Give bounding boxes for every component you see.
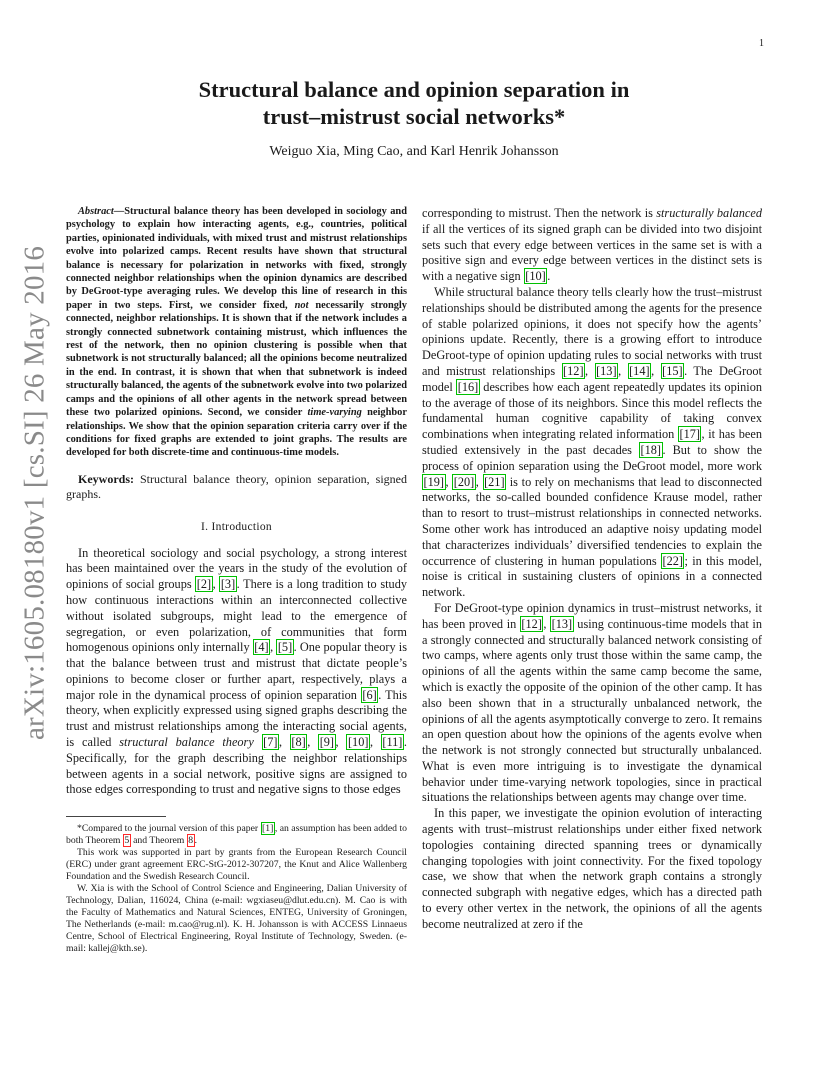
intro-text: , xyxy=(270,640,277,655)
abstract-emph-2: time-varying xyxy=(307,407,362,419)
citation-link[interactable]: [16] xyxy=(457,379,479,394)
intro-text xyxy=(254,735,262,749)
citation-link[interactable]: [14] xyxy=(629,363,650,378)
para-text: , xyxy=(585,363,595,378)
abstract xyxy=(66,205,407,460)
arxiv-stamp xyxy=(18,245,52,741)
abstract-text-3: neighbor relationships. We show that the opinion separation criteria carry over if the conditions for fixed graphs are extended to joint graphs. The results are developed for both discrete-time and continuous-time models. xyxy=(66,407,407,459)
citation-link[interactable]: [12] xyxy=(563,363,584,378)
theorem-link[interactable]: 8 xyxy=(188,835,194,847)
paragraph-this-paper: In this paper, we investigate the opinion evolution of interacting agents with trust–mistrust relationships under either fixed network topologies containing directed spanning trees or dynamically changing topologies with joint connectivity. For the fixed topology case, we show that when the network graph contains a strongly connected subgraph with negative edges, which has a directed path to every other vertex in the network, the opinions of all the agents become neutralized at zero if the xyxy=(422,806,762,931)
citation-link[interactable]: [4] xyxy=(254,640,269,655)
footnote-divider xyxy=(66,816,166,817)
arxiv-stamp-text: arXiv:1605.08180v1 [cs.SI] 26 May 2016 xyxy=(18,245,51,741)
title-line-1: Structural balance and opinion separation in xyxy=(198,77,630,102)
para-emph: structurally balanced xyxy=(656,206,762,220)
intro-emph: structural balance theory xyxy=(119,735,254,750)
para-text: , it has been studied extensively in the past decades xyxy=(422,427,762,457)
footnote-3: W. Xia is with the School of Control Science and Engineering, Dalian University of Technology, Dalian, 116024, China (e-mail: wgxiaseu@dlut.edu.cn). M. Cao is with the Faculty of Mathematics and Natural Sciences, ENTEG, University of Groningen, The Netherlands (e-mail: m.cao@rug.nl). K. H. Johansson is with ACCESS Linnaeus Centre, School of Electrical Engineering, Royal Institute of Technology, Sweden. (e-mail: kallej@kth.se). xyxy=(66,883,407,955)
intro-text: In theoretical sociology and social psychology, a strong interest has been maintained over the years in the study of the evolution of opinions of social groups xyxy=(66,545,407,592)
intro-text: . There is a long tradition to study how continuous interactions within an interconnected collective without isolated subgroups, might lead to the emergence of segregation, or even polarization, of communities that form homogenous opinions only internally xyxy=(66,577,407,655)
citation-link[interactable]: [15] xyxy=(662,363,683,378)
abstract-lead: Abstract xyxy=(78,206,114,217)
footnote-1 xyxy=(66,823,407,847)
footnote-text: and Theorem xyxy=(130,835,187,847)
para-text: . The DeGroot model xyxy=(422,363,762,394)
para-text: corresponding to mistrust. Then the network is xyxy=(422,206,657,220)
intro-text: , xyxy=(279,735,290,750)
para-text: , xyxy=(543,616,551,631)
intro-text: , xyxy=(369,735,381,750)
para-text: . But to show the process of opinion separation using the DeGroot model, more work xyxy=(422,442,762,473)
citation-link[interactable]: [20] xyxy=(453,474,475,489)
intro-text: . Specifically, for the graph describing the neighbor relationships between agents in a social network, positive signs are assigned to those edges corresponding to trust and negative signs to those edges xyxy=(66,735,407,797)
para-text: using continuous-time models that in a strongly connected and structurally balanced network consisting of two camps, where agents only trust those within the same camp, the opinions of all the agents within the same camp become the same, which is exactly the opposite of the opinion of the other camp. It has also been shown that in a structurally unbalanced network, the opinions of all the agents asymptotically converge to zero. It remains an open question about how the opinions of the agents evolve when the network is not strongly connected but structurally unbalanced. What is even more intriguing is to investigate the dynamical behavior under time-varying network topologies, since in practical situations the relationships between agents may change over time. xyxy=(422,616,762,805)
footnote-text: , an assumption has been added to both Theorem xyxy=(66,823,407,847)
citation-link[interactable]: [8] xyxy=(291,735,306,750)
para-text: While structural balance theory tells clearly how the trust–mistrust relationships should be distributed among the agents for the presence of stable polarized opinions, it does not specify how the agents’ opinions update. Recently, there is a growing effort to introduce DeGroot-type of opinion updating rules to social networks with trust and mistrust relationships xyxy=(422,284,762,378)
intro-text: , xyxy=(335,735,347,750)
intro-text: , xyxy=(212,577,220,592)
citation-link[interactable]: [17] xyxy=(679,427,700,442)
intro-text: , xyxy=(307,735,319,750)
page-number: 1 xyxy=(759,38,764,49)
footnote-text: . xyxy=(194,835,198,847)
para-text: . xyxy=(547,269,551,284)
paper-title xyxy=(0,76,828,130)
keywords xyxy=(66,472,407,503)
citation-link[interactable]: [2] xyxy=(196,577,212,592)
intro-text: . One popular theory is that the balance between trust and mistrust that dictate people’s opinions to become closer or further apart, respectively, plays a major role in the dynamical process of opinion separation xyxy=(66,640,407,702)
para-text: , xyxy=(445,474,453,489)
title-line-2: trust–mistrust social networks* xyxy=(262,104,566,129)
citation-link[interactable]: [19] xyxy=(423,474,444,489)
citation-link[interactable]: [7] xyxy=(263,735,278,750)
citation-link[interactable]: [10] xyxy=(347,735,369,750)
citation-link[interactable]: [9] xyxy=(319,735,335,750)
citation-link[interactable]: [13] xyxy=(596,363,617,378)
citation-link[interactable]: [1] xyxy=(262,823,274,835)
authors: Weiguo Xia, Ming Cao, and Karl Henrik Johansson xyxy=(269,144,559,159)
para-text: For DeGroot-type opinion dynamics in trust–mistrust networks, it has been proved in xyxy=(422,600,762,631)
para-text: ; in this model, noise is critical in sustaining clusters of opinions in a connected network. xyxy=(422,553,762,600)
right-column xyxy=(422,206,762,933)
intro-text: . This theory, when explicitly expressed using signed graphs describing the trust and mistrust relationships among the interacting social agents, is called xyxy=(66,687,407,750)
abstract-emph-1: not xyxy=(294,299,309,311)
section-heading: I. Introduction xyxy=(201,520,272,533)
citation-link[interactable]: [22] xyxy=(662,553,683,568)
para-text: , xyxy=(475,474,483,489)
abstract-text-1: —Structural balance theory has been developed in sociology and psychology to explain how interacting agents, e.g., countries, political parties, opinionated individuals, with mixed trust and mistrust relationships evolve into polarized camps. Recent results have shown that structural balance is necessary for polarization in networks with fixed, strongly connected neighbor relationships when the opinion dynamics are described by DeGroot-type averaging rules. We develop this line of research in this paper in two steps. First, we consider fixed, xyxy=(66,206,407,311)
para-text: , xyxy=(618,363,628,378)
paragraph-degroot xyxy=(422,285,762,601)
paragraph-continued xyxy=(422,206,762,285)
para-text: , xyxy=(651,363,661,378)
keywords-label: Keywords: xyxy=(78,471,134,486)
citation-link[interactable]: [13] xyxy=(551,616,573,631)
citation-link[interactable]: [10] xyxy=(525,269,546,284)
citation-link[interactable]: [21] xyxy=(484,474,505,489)
citation-link[interactable]: [18] xyxy=(640,442,661,457)
footnote-2: This work was supported in part by grants from the European Research Council (ERC) under grant agreement ERC-StG-2012-307207, the Knut and Alice Wallenberg Foundation and the Swedish Research Council. xyxy=(66,847,407,883)
citation-link[interactable]: [11] xyxy=(382,735,403,750)
para-text: is to rely on mechanisms that lead to disconnected networks, the so-called bounded confidence Krause model, rather than to resort to trust–mistrust relationships in connected networks. Some other work has introduced an adaptive noisy updating model that characterizes individuals’ diversified tendencies to explain the occurrence of clustering in human populations xyxy=(422,474,762,568)
keywords-text: Structural balance theory, opinion separation, signed graphs. xyxy=(66,471,407,502)
footnote-text: *Compared to the journal version of this paper xyxy=(77,823,261,835)
theorem-link[interactable]: 5 xyxy=(124,835,130,847)
citation-link[interactable]: [6] xyxy=(362,687,377,702)
para-text: describes how each agent repeatedly updates its opinion to the average of those of its neighbors. Since this model reflects the fundamental human cognitive capability of taking convex combinations when integrating related information xyxy=(422,379,763,442)
paragraph-trust-mistrust xyxy=(422,601,762,806)
para-text: if all the vertices of its signed graph can be divided into two disjoint sets such that every edge between vertices in the same set is with a positive sign and every edge between vertices in the distinct sets is with a negative sign xyxy=(422,221,762,284)
abstract-text-2: necessarily strongly connected, neighbor relationships. It is shown that if the network includes a strongly connected subnetwork containing mistrust, which influences the rest of the network, then no opinion clustering is possible when that subnetwork is not structurally balanced; all the opinions become neutralized in the end. In contrast, it is shown that when that subnetwork is indeed structurally balanced, the agents of the subnetwork evolve into two polarized camps and the opinions of all other agents in the network spread between these two polarized opinions. Second, we consider xyxy=(66,299,408,419)
left-column xyxy=(66,205,407,955)
intro-paragraph xyxy=(66,546,407,799)
citation-link[interactable]: [5] xyxy=(277,640,293,655)
citation-link[interactable]: [12] xyxy=(521,616,542,631)
citation-link[interactable]: [3] xyxy=(220,577,236,592)
